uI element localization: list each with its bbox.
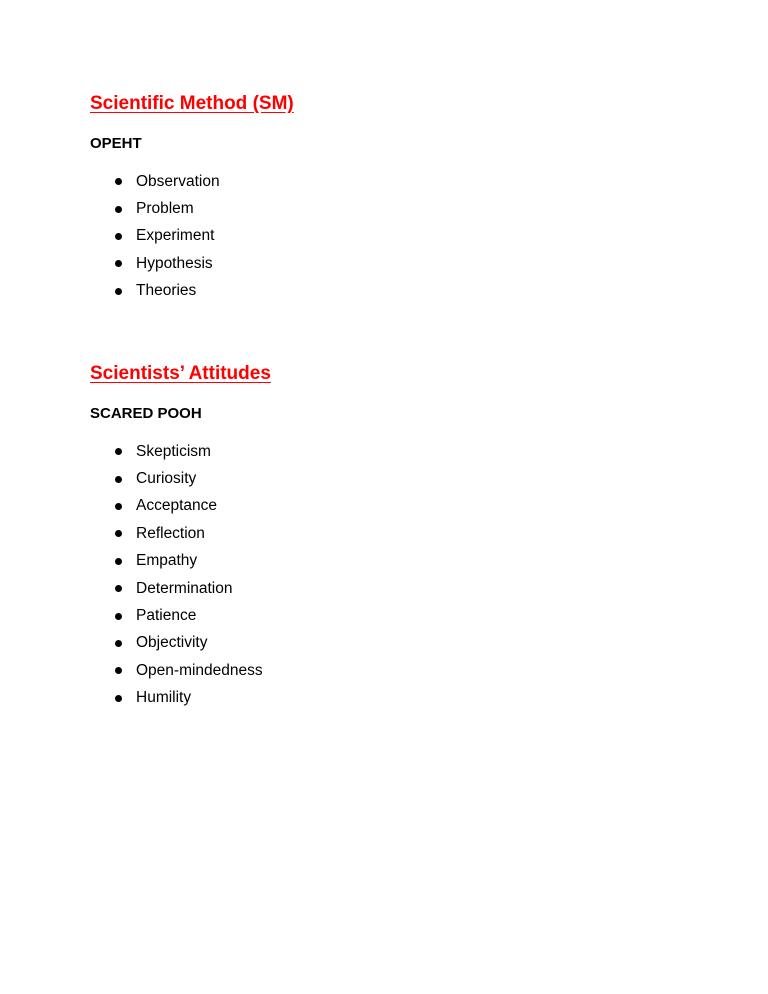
list-item-label: Problem xyxy=(136,200,194,218)
bullet-icon xyxy=(115,695,122,702)
list-item xyxy=(90,278,690,305)
bullet-icon xyxy=(115,288,122,295)
bullet-icon xyxy=(115,640,122,647)
bullet-icon xyxy=(115,233,122,240)
bullet-icon xyxy=(115,260,122,267)
bullet-icon xyxy=(115,530,122,537)
list-item-label: Determination xyxy=(136,579,233,597)
list-item-label: Open-mindedness xyxy=(136,661,263,679)
bullet-icon xyxy=(115,206,122,213)
bullet-icon xyxy=(115,613,122,620)
bullet-list xyxy=(90,168,690,305)
section-heading: Scientific Method (SM) xyxy=(90,93,294,114)
list-item-label: Reflection xyxy=(136,524,205,542)
list-item xyxy=(90,685,690,712)
bullet-icon xyxy=(115,667,122,674)
list-item xyxy=(90,493,690,520)
list-item xyxy=(90,438,690,465)
bullet-icon xyxy=(115,558,122,565)
bullet-icon xyxy=(115,476,122,483)
list-item-label: Empathy xyxy=(136,552,198,570)
list-item xyxy=(90,223,690,250)
list-item-label: Experiment xyxy=(136,227,215,245)
list-item xyxy=(90,250,690,277)
list-item xyxy=(90,630,690,657)
list-item-label: Observation xyxy=(136,172,220,190)
list-item-label: Objectivity xyxy=(136,634,208,652)
bullet-icon xyxy=(115,178,122,185)
list-item xyxy=(90,575,690,602)
list-item-label: Theories xyxy=(136,282,197,300)
list-item xyxy=(90,168,690,195)
mnemonic-label: SCARED POOH xyxy=(90,405,202,422)
list-item-label: Hypothesis xyxy=(136,254,213,272)
list-item-label: Humility xyxy=(136,689,192,707)
list-item xyxy=(90,657,690,684)
section-heading: Scientists’ Attitudes xyxy=(90,363,271,384)
bullet-icon xyxy=(115,448,122,455)
bullet-list xyxy=(90,438,690,712)
list-item-label: Acceptance xyxy=(136,497,217,515)
list-item xyxy=(90,195,690,222)
bullet-icon xyxy=(115,585,122,592)
list-item-label: Patience xyxy=(136,607,197,625)
section-scientists-attitudes xyxy=(90,360,690,712)
list-item xyxy=(90,465,690,492)
list-item xyxy=(90,602,690,629)
list-item-label: Curiosity xyxy=(136,470,197,488)
list-item xyxy=(90,548,690,575)
list-item-label: Skepticism xyxy=(136,442,211,460)
list-item xyxy=(90,520,690,547)
mnemonic-label: OPEHT xyxy=(90,135,142,152)
bullet-icon xyxy=(115,503,122,510)
section-scientific-method xyxy=(90,90,690,305)
